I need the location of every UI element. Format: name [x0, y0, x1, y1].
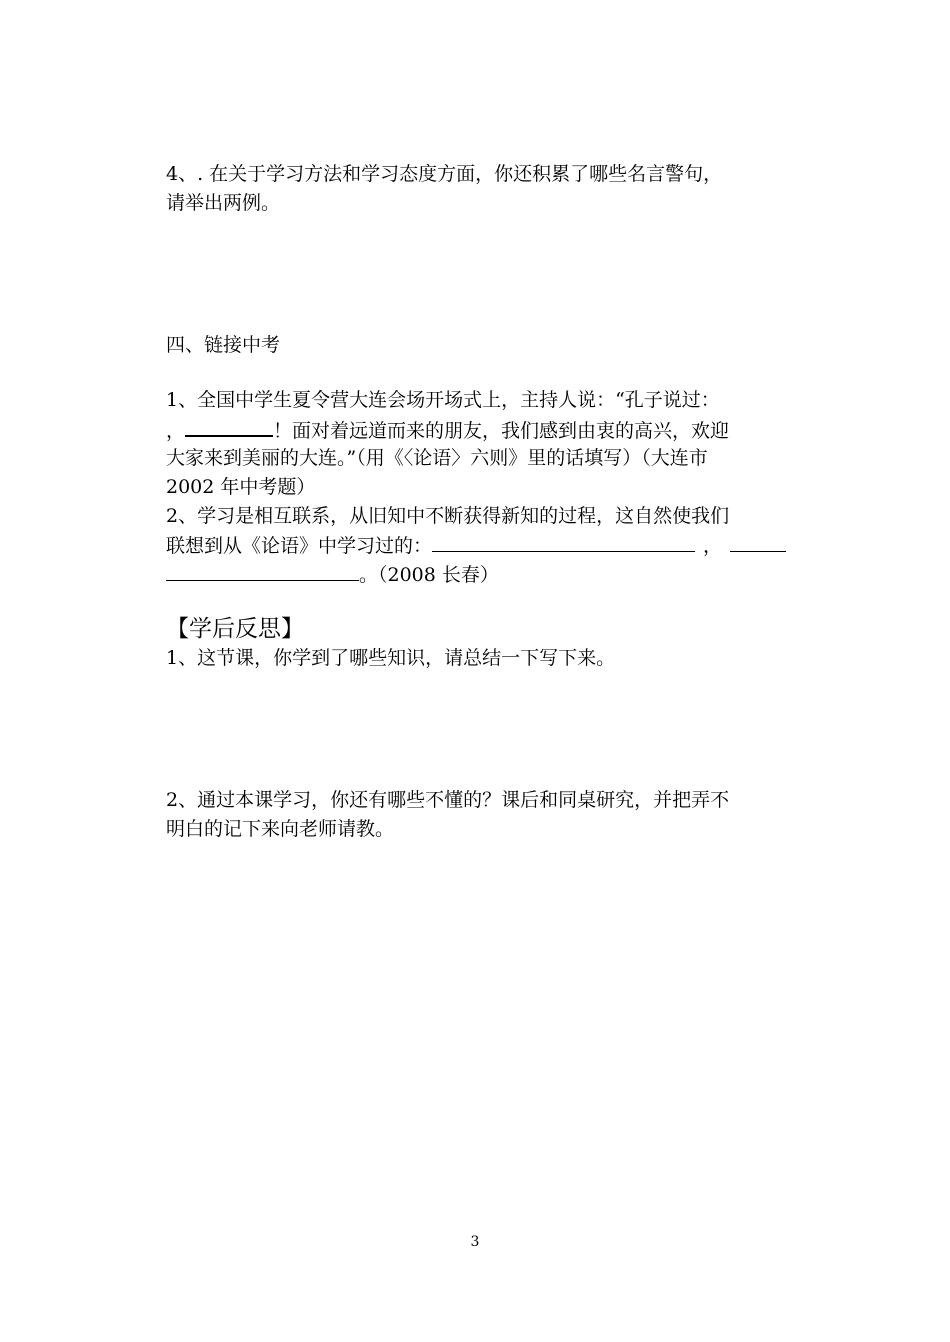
fill-blank-3-start[interactable]: [730, 531, 786, 552]
exam-item-2-line-2: [166, 531, 796, 560]
exam-item-1-line-3: 大家来到美丽的大连。”（用《〈论语〉六则》里的话填写）（大连市: [166, 447, 708, 469]
fill-blank-1[interactable]: [185, 415, 273, 437]
section-heading-exam-link: [166, 331, 796, 360]
reflection-item-2-line-2: 明白的记下来向老师请教。: [166, 818, 395, 840]
reflection-item-2: [166, 786, 796, 844]
reflection-heading: 【学后反思】: [166, 616, 304, 642]
exam-item-1-line-2-text: ！面对着远道而来的朋友，我们感到由衷的高兴，欢迎: [273, 420, 730, 442]
question-4-line-1: 4、. 在关于学习方法和学习态度方面，你还积累了哪些名言警句，: [166, 163, 723, 185]
section-heading-text: 四、链接中考: [166, 334, 281, 356]
exam-item-1-line-1: 1、全国中学生夏令营大连会场开场式上，主持人说：“孔子说过：: [166, 389, 720, 411]
reflection-item-1-text: 1、这节课，你学到了哪些知识，请总结一下写下来。: [166, 647, 616, 669]
question-4-line-2: 请举出两例。: [166, 192, 281, 214]
exam-item-2-line-1: 2、学习是相互联系，从旧知中不断获得新知的过程，这自然使我们: [166, 505, 730, 527]
reflection-item-1: [166, 644, 796, 673]
exam-item-2-source: 。（2008 长春）: [359, 564, 499, 586]
question-4: [166, 160, 796, 218]
reflection-item-2-line-1: 2、通过本课学习，你还有哪些不懂的？课后和同桌研究，并把弄不: [166, 789, 730, 811]
exam-item-2-lead-text: 联想到从《论语》中学习过的：: [166, 535, 433, 557]
exam-item-1-line-2: [166, 415, 796, 444]
exam-item-2-line-3: [166, 560, 796, 589]
fill-blank-3-end[interactable]: [166, 560, 359, 581]
fill-blank-2[interactable]: [432, 531, 695, 552]
exam-item-2-comma: ，: [703, 535, 723, 557]
exam-item-1-comma: ，: [166, 420, 186, 442]
exam-item-1: [166, 386, 796, 502]
exam-item-2: [166, 502, 796, 589]
page-number: 3: [470, 1234, 480, 1250]
exam-item-1-line-4: 2002 年中考题）: [166, 476, 316, 498]
